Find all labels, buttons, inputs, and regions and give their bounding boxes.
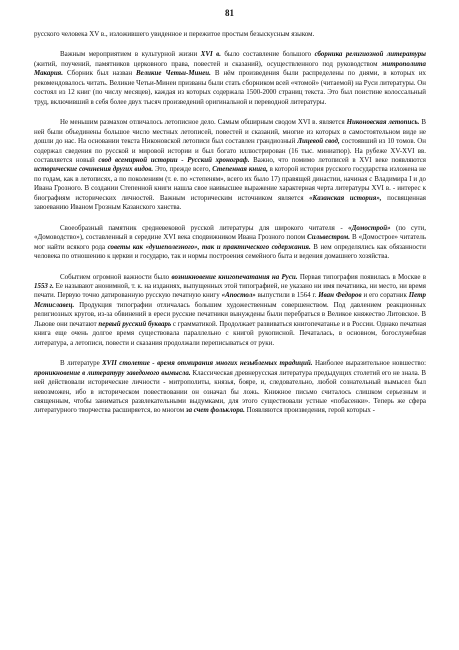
- emphasized-text: советы как «душеполезного», так и практического содержания.: [107, 242, 311, 251]
- text-run: В нём произведения были распределены по днями, в которых их рекомендовалось читать. Великие Четьи-Минеи призваны были стать сборником всей «чтомой» (читаемой) на Руси литературы. Он состоял из 12 книг (по числу месяцев), каждая из которых содержала 1500-2000 страниц текста. Это был поистине колоссальный труд, включивший в себя более двух тысяч произведений оригинальной и переводной литературы.: [34, 69, 426, 106]
- paragraph: [34, 273, 426, 349]
- emphasized-text: проникновение в литературу заведомого вымысла.: [34, 368, 191, 377]
- text-run: (житий, поучений, памятников церковного права, повестей и сказаний), осуществленного под руководством: [34, 59, 382, 68]
- emphasized-text: первый русский букварь: [98, 319, 172, 328]
- text-run: Важно, что помимо летописей в XVI веке появляются: [249, 155, 426, 164]
- text-run: состоявший из 10 томов. Он содержал сведения по русской и мировой истории и был богато иллюстрирован (16 тыс. миниатюр). На рубеже XV-XVI вв. составляется новый: [34, 137, 427, 164]
- emphasized-text: XVI в.: [200, 50, 221, 59]
- emphasized-text: митрополита Макария.: [34, 59, 426, 78]
- text-run: Сборник был назван: [63, 69, 137, 78]
- text-run: Событием огромной важности было: [60, 272, 172, 281]
- text-run: Своеобразный памятник средневековой русской литературы для широкого читателя -: [60, 223, 349, 232]
- paragraph: [34, 30, 426, 39]
- text-run: В «Домострое» читатель мог найти всякого рода: [34, 233, 426, 251]
- text-run: Это, прежде всего,: [153, 165, 213, 174]
- emphasized-text: возникновение книгопечатания на Руси.: [171, 272, 298, 281]
- emphasized-text: «Домострой»: [348, 223, 391, 232]
- text-run: Наиболее выразительное новшество:: [312, 359, 427, 368]
- text-run: В нем определялись как обязанности человека по отношению к церкви и государю, так и нормы построения семейного быта и ведения домашнего хозяйства.: [34, 242, 426, 261]
- emphasized-text: «Апостол»: [221, 291, 256, 300]
- emphasized-text: за счет фольклора.: [185, 406, 245, 415]
- emphasized-text: свод всемирной истории - Русский хронограф.: [98, 155, 250, 164]
- text-run: Классическая древнерусская литература предыдущих столетий его не знала. В ней действовали исторические личности - митрополиты, князья, бояре, и, следовательно, любой сознательный вымысел был невозможен, ибо в историческом повествовании он означал бы ложь. Книжное письмо считалось слишком серьезным и священным, чтобы заниматься развлекательными выдумками, для этого существовали устные «побасенки». Теперь же сфера литературного творчества расширяется, во многом: [34, 368, 426, 415]
- emphasized-text: Никоновская летопись.: [346, 118, 420, 127]
- emphasized-text: 1553 г.: [34, 281, 54, 290]
- paragraph: [34, 118, 426, 213]
- text-run: Ее называют анонимной, т. к. на изданиях, выпущенных этой типографией, не указано ни имя печатника, ни место, ни время печати. Первую точно датированную русскую печатную книгу: [34, 281, 426, 300]
- text-run: В литературе: [60, 359, 103, 368]
- text-run: в которой история русского государства изложена не по годам, как в летописях, а по поколениям (т. е. по «степеням», всего их было 17) правящей династии, начиная с Владимира I и до Ивана Грозного. В создании Степенной книги нашла свое наивысшее выражение характерная черта литературы XVI в. - интерес к биографиям исторических личностей. Важным историческим источником является: [34, 165, 426, 202]
- paragraph: [34, 359, 426, 416]
- text-run: Не меньшим размахом отличалось летописное дело. Самым обширным сводом XVI в. является: [60, 118, 347, 127]
- paragraph: [34, 224, 426, 262]
- page-body: [34, 30, 426, 427]
- emphasized-text: Иван Федоров: [318, 291, 362, 300]
- page-number: 81: [225, 8, 234, 18]
- text-run: Появляются произведения, герой которых -: [244, 406, 375, 415]
- emphasized-text: «Казанская история»,: [309, 193, 382, 202]
- text-run: выпустили в 1564 г.: [255, 291, 319, 300]
- emphasized-text: Великие Четьи-Минеи.: [136, 69, 211, 78]
- text-run: (по сути, «Домоводство»), составленный в середине XVI века сподвижником Ивана Грозного попом: [34, 223, 426, 242]
- emphasized-text: сборника религиозной литературы: [314, 50, 426, 59]
- text-run: посвященная завоеванию Иваном Грозным Казанского ханства.: [34, 193, 426, 212]
- text-run: и его соратник: [361, 291, 409, 300]
- text-run: было составление большого: [220, 50, 315, 59]
- text-run: Первая типография появилась в Москве в: [297, 272, 426, 281]
- emphasized-text: Петр Мстиславец.: [34, 291, 426, 309]
- text-run: Продукция типографии отличалась большим художественным совершенством. Под давлением реакционных религиозных кругов, из-за обвинений в ереси русские печатники вынуждены были перебраться в Великое княжество Литовское. В Львове они печатают: [34, 300, 426, 328]
- text-run: с грамматикой. Продолжает развиваться книгопечатанье и в России. Однако печатная книга еще очень долгое время существовала параллельно с книгой рукописной. Печаталась, в основном, богослужебная литература, а летописи, повести и сказания продолжали переписываться от руки.: [34, 319, 427, 347]
- emphasized-text: Лицевой свод,: [297, 137, 340, 146]
- text-run: Важным мероприятием в культурной жизни: [60, 50, 201, 59]
- emphasized-text: Степенная книга,: [212, 165, 268, 174]
- emphasized-text: исторические сочинения других видов.: [34, 165, 154, 174]
- emphasized-text: XVII столетие - время отмирания многих незыблемых традиций.: [102, 359, 313, 368]
- text-run: В ней были объединены большое число местных летописей, повестей и сказаний, многие из которых в самостоятельном виде не дошли до нас. На основании текста Никоновской летописи был составлен грандиозный: [34, 118, 426, 146]
- paragraph: [34, 50, 426, 107]
- emphasized-text: Сильвестром.: [307, 233, 351, 242]
- text-run: русского человека XV в., изложившего увиденное и пережитое простым безыскусным языком.: [34, 30, 315, 38]
